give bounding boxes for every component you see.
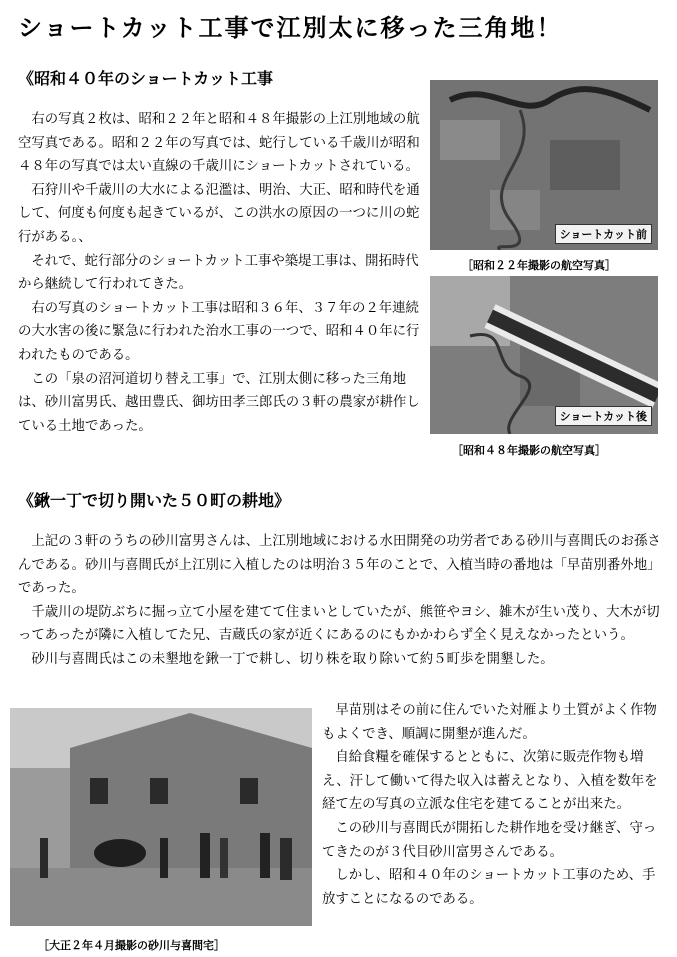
historic-house-photo-image	[10, 708, 312, 926]
section2-heading: 《鍬一丁で切り開いた５０町の耕地》	[18, 491, 291, 510]
aerial-photo-1973	[430, 276, 658, 434]
historic-house-photo	[10, 708, 312, 926]
section2-side-paragraph: しかし、昭和４０年のショートカット工事のため、手放すことになるのである。	[322, 868, 656, 907]
photo1-label: ショートカット前	[555, 224, 652, 244]
section1-paragraph: 右の写真のショートカット工事は昭和３６年、３７年の２年連続の大水害の後に緊急に行われた治水工事の一つで、昭和４０年に行われたものである。	[18, 300, 420, 363]
section1-heading: 《昭和４０年のショートカット工事	[18, 69, 274, 88]
section1-paragraph: 右の写真２枚は、昭和２２年と昭和４８年撮影の上江別地域の航空写真である。昭和２２年の写真では、蛇行している千歳川が昭和４８年の写真では太い直線の千歳川にショートカットされている。	[18, 112, 420, 175]
photo2-caption: ［昭和４８年撮影の航空写真］	[452, 444, 606, 457]
aerial-photo-1947	[430, 80, 658, 250]
section2-side-paragraph: この砂川与喜間氏が開拓した耕作地を受け継ぎ、守ってきたのが３代目砂川富男さんである。	[322, 820, 657, 860]
photo3-caption: ［大正２年４月撮影の砂川与喜間宅］	[38, 939, 225, 952]
section2-paragraph: 千歳川の堤防ぶちに掘っ立て小屋を建てて住まいとしていたが、熊笹やヨシ、雑木が生い茂り、大木が切ってあったが隣に入植してた兄、吉蔵氏の家が近くにあるのにもかかわらず全く見えなかったという。	[18, 604, 660, 644]
page-title: ショートカット工事で江別太に移った三角地！	[18, 14, 563, 42]
section1-paragraph: この「泉の沼河道切り替え工事」で、江別太側に移った三角地は、砂川富男氏、越田豊氏、御坊田孝三郎氏の３軒の農家が耕作している土地であった。	[18, 371, 420, 434]
section2-paragraph: 上記の３軒のうちの砂川富男さんは、上江別地域における水田開発の功労者である砂川与喜間氏のお孫さんである。砂川与喜間氏が上江別に入植したのは明治３５年のことで、入植当時の番地は「早苗別番外地」であった。	[18, 534, 661, 597]
photo1-caption: ［昭和２２年撮影の航空写真］	[462, 259, 616, 272]
section2-paragraph: 砂川与喜間氏はこの未墾地を鍬一丁で耕し、切り株を取り除いて約５町歩を開墾した。	[31, 651, 554, 667]
photo2-label: ショートカット後	[555, 406, 652, 426]
section2-side-paragraph: 早苗別はその前に住んでいた対雁より土質がよく作物もよくでき、順調に開墾が進んだ。	[322, 703, 657, 742]
section1-paragraph: それで、蛇行部分のショートカット工事や築堤工事は、開拓時代から継続して行われてきた。	[18, 253, 419, 293]
section2-side-paragraph: 自給食糧を確保するとともに、次第に販売作物も増え、汗して働いて得た収入は蓄えとなり、入植を数年を経て左の写真の立派な住宅を建てることが出来た。	[322, 750, 658, 813]
section2-side-body	[322, 699, 662, 911]
section1-body	[18, 108, 426, 438]
section1-paragraph: 石狩川や千歳川の大水による氾濫は、明治、大正、昭和時代を通して、何度も何度も起きているが、この洪水の原因の一つに川の蛇行がある。、	[18, 182, 420, 245]
section2-body	[18, 530, 668, 672]
